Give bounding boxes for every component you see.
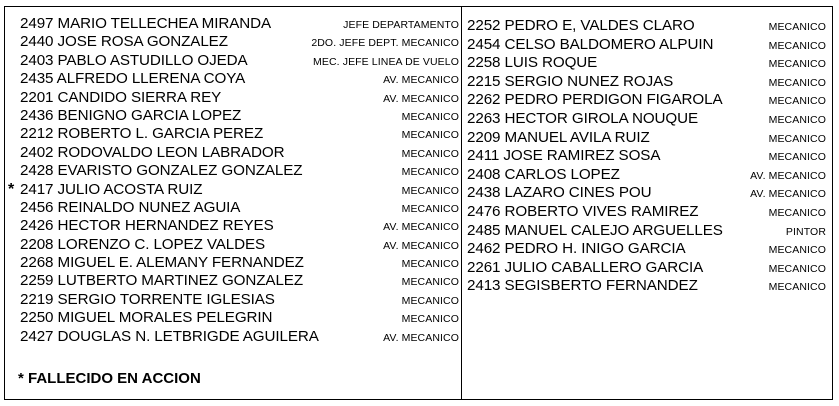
roster-row <box>8 33 459 51</box>
member-name: PEDRO PERDIGON FIGAROLA <box>504 91 723 109</box>
member-name: JULIO ACOSTA RUIZ <box>57 180 203 198</box>
roster-row <box>467 259 829 278</box>
member-entry <box>20 144 285 162</box>
member-role: MECANICO <box>401 294 459 307</box>
member-entry <box>20 309 272 327</box>
roster-row <box>467 184 829 203</box>
roster-row <box>8 15 459 33</box>
member-entry <box>467 259 703 278</box>
member-name: HECTOR GIROLA NOUQUE <box>504 109 699 127</box>
member-role: MECANICO <box>768 95 826 108</box>
member-role: MECANICO <box>768 244 826 257</box>
member-number: 2428 <box>20 162 54 180</box>
member-number: 2212 <box>20 125 54 143</box>
left-roster-column <box>8 15 459 346</box>
member-role: MECANICO <box>768 39 826 52</box>
member-role: AV. MECANICO <box>383 331 459 344</box>
roster-row <box>8 254 459 272</box>
member-entry <box>20 291 275 309</box>
member-number: 2250 <box>20 309 54 327</box>
roster-row <box>8 162 459 180</box>
member-name: HECTOR HERNANDEZ REYES <box>57 217 274 235</box>
member-entry <box>20 162 302 180</box>
roster-row <box>8 272 459 290</box>
member-number: 2426 <box>20 217 54 235</box>
member-role: MECANICO <box>401 166 459 179</box>
member-entry <box>467 36 713 55</box>
member-role: MECANICO <box>401 184 459 197</box>
roster-row <box>467 147 829 166</box>
member-number: 2435 <box>20 70 54 88</box>
member-name: MIGUEL E. ALEMANY FERNANDEZ <box>57 254 304 272</box>
member-number: 2209 <box>467 128 501 146</box>
member-entry <box>467 73 673 92</box>
column-divider <box>461 6 462 400</box>
member-role: MECANICO <box>401 129 459 142</box>
member-entry <box>20 254 304 272</box>
member-number: 2252 <box>467 17 501 34</box>
member-name: JOSE RAMIREZ SOSA <box>503 147 661 165</box>
member-role: AV. MECANICO <box>383 74 459 87</box>
member-role: AV. MECANICO <box>750 188 826 201</box>
member-name: LUTBERTO MARTINEZ GONZALEZ <box>57 272 304 290</box>
member-role: MECANICO <box>401 110 459 123</box>
member-role: 2DO. JEFE DEPT. MECANICO <box>311 37 459 50</box>
member-entry <box>20 217 274 235</box>
member-role: MECANICO <box>768 206 826 219</box>
roster-row <box>8 52 459 70</box>
member-number: 2411 <box>467 147 500 165</box>
member-role: MECANICO <box>768 281 826 294</box>
member-role: MECANICO <box>768 113 826 126</box>
right-roster-column <box>467 17 829 296</box>
roster-row <box>467 73 829 92</box>
roster-row <box>467 203 829 222</box>
member-number: 2436 <box>20 106 54 124</box>
member-name: SERGIO TORRENTE IGLESIAS <box>57 290 275 308</box>
member-name: CELSO BALDOMERO ALPUIN <box>504 35 714 53</box>
member-name: PEDRO E, VALDES CLARO <box>504 17 695 34</box>
member-number: 2403 <box>20 51 54 69</box>
member-role: MEC. JEFE LINEA DE VUELO <box>313 55 459 68</box>
member-entry <box>20 33 228 51</box>
roster-row <box>8 309 459 327</box>
roster-row <box>467 222 829 241</box>
member-entry <box>20 70 245 88</box>
roster-row <box>8 328 459 346</box>
member-name: JOSE ROSA GONZALEZ <box>57 33 228 51</box>
footnote: * FALLECIDO EN ACCION <box>18 370 201 387</box>
member-number: 2215 <box>467 72 501 90</box>
member-role: AV. MECANICO <box>750 169 826 182</box>
member-number: 2219 <box>20 290 54 308</box>
member-entry <box>467 166 620 185</box>
member-role: MECANICO <box>401 276 459 289</box>
member-name: ROBERTO L. GARCIA PEREZ <box>57 125 264 143</box>
member-name: LUIS ROQUE <box>504 54 598 72</box>
member-entry <box>20 89 221 107</box>
member-role: PINTOR <box>785 225 826 238</box>
member-entry <box>20 125 263 143</box>
member-entry <box>20 15 271 33</box>
member-number: 2454 <box>467 35 501 53</box>
member-number: 2456 <box>20 198 54 216</box>
member-role: AV. MECANICO <box>383 92 459 105</box>
roster-row <box>8 199 459 217</box>
member-role: MECANICO <box>768 76 826 89</box>
member-entry <box>20 52 248 70</box>
member-role: MECANICO <box>401 258 459 271</box>
member-entry <box>20 236 265 254</box>
member-entry <box>467 240 686 259</box>
member-name: MANUEL CALEJO ARGUELLES <box>504 221 723 239</box>
member-name: MARIO TELLECHEA MIRANDA <box>57 15 271 32</box>
member-number: 2462 <box>467 240 501 258</box>
member-name: ALFREDO LLERENA COYA <box>56 70 246 88</box>
member-name: LORENZO C. LOPEZ VALDES <box>57 235 266 253</box>
member-entry <box>467 184 651 203</box>
deceased-mark: * <box>8 180 15 198</box>
member-entry <box>20 328 319 346</box>
roster-row <box>467 36 829 55</box>
member-number: 2413 <box>467 277 501 295</box>
member-entry <box>467 17 695 36</box>
member-entry <box>467 54 597 73</box>
member-entry <box>20 107 241 125</box>
member-entry <box>467 91 722 110</box>
member-number: 2201 <box>20 88 54 106</box>
roster-row <box>467 54 829 73</box>
member-role: MECANICO <box>768 58 826 71</box>
member-number: 2408 <box>467 165 501 183</box>
member-number: 2268 <box>20 254 54 272</box>
member-name: PABLO ASTUDILLO OJEDA <box>57 51 248 69</box>
member-name: BENIGNO GARCIA LOPEZ <box>57 106 242 124</box>
member-name: SEGISBERTO FERNANDEZ <box>504 277 698 295</box>
member-name: REINALDO NUNEZ AGUIA <box>57 198 241 216</box>
member-entry <box>20 199 240 217</box>
member-name: DOUGLAS N. LETBRIGDE AGUILERA <box>57 327 319 345</box>
member-name: SERGIO NUNEZ ROJAS <box>504 72 674 90</box>
member-entry <box>467 277 698 296</box>
member-role: MECANICO <box>401 147 459 160</box>
member-entry <box>467 222 723 241</box>
member-number: 2402 <box>20 143 54 161</box>
roster-row <box>467 17 829 36</box>
roster-row <box>8 125 459 143</box>
member-entry <box>467 129 650 148</box>
member-name: MANUEL AVILA RUIZ <box>504 128 650 146</box>
member-role: MECANICO <box>768 132 826 145</box>
member-role: AV. MECANICO <box>383 239 459 252</box>
roster-row <box>467 166 829 185</box>
roster-row <box>8 291 459 309</box>
roster-row <box>8 236 459 254</box>
member-name: JULIO CABALLERO GARCIA <box>504 258 704 276</box>
member-role: AV. MECANICO <box>383 221 459 234</box>
member-name: CARLOS LOPEZ <box>504 165 620 183</box>
member-role: MECANICO <box>401 202 459 215</box>
member-number: 2417 <box>20 180 54 198</box>
member-role: MECANICO <box>768 151 826 164</box>
member-entry <box>467 110 698 129</box>
member-entry <box>467 147 660 166</box>
member-number: 2440 <box>20 33 54 51</box>
roster-row <box>8 144 459 162</box>
roster-row <box>467 110 829 129</box>
member-name: RODOVALDO LEON LABRADOR <box>57 143 285 161</box>
roster-row <box>8 181 459 199</box>
member-number: 2208 <box>20 235 54 253</box>
member-name: CANDIDO SIERRA REY <box>57 88 222 106</box>
member-role: JEFE DEPARTAMENTO <box>343 19 459 31</box>
roster-row <box>8 89 459 107</box>
roster-row <box>467 129 829 148</box>
roster-row <box>467 91 829 110</box>
roster-row <box>467 240 829 259</box>
member-name: LAZARO CINES POU <box>504 184 652 202</box>
member-name: MIGUEL MORALES PELEGRIN <box>57 309 273 327</box>
member-entry <box>20 272 303 290</box>
roster-row <box>8 217 459 235</box>
member-number: 2476 <box>467 202 501 220</box>
member-role: MECANICO <box>768 262 826 275</box>
member-name: ROBERTO VIVES RAMIREZ <box>504 202 699 220</box>
member-name: EVARISTO GONZALEZ GONZALEZ <box>57 162 303 180</box>
member-number: 2261 <box>467 258 501 276</box>
member-entry <box>467 203 699 222</box>
member-number: 2438 <box>467 184 501 202</box>
roster-row <box>467 277 829 296</box>
member-number: 2427 <box>20 327 54 345</box>
member-name: PEDRO H. INIGO GARCIA <box>504 240 686 258</box>
member-number: 2258 <box>467 54 501 72</box>
member-role: MECANICO <box>401 313 459 326</box>
roster-row <box>8 70 459 88</box>
member-number: 2485 <box>467 221 501 239</box>
member-number: 2497 <box>20 15 54 32</box>
member-number: 2259 <box>20 272 54 290</box>
roster-row <box>8 107 459 125</box>
member-entry <box>20 181 202 199</box>
member-role: MECANICO <box>768 21 826 33</box>
member-number: 2262 <box>467 91 501 109</box>
member-number: 2263 <box>467 109 501 127</box>
